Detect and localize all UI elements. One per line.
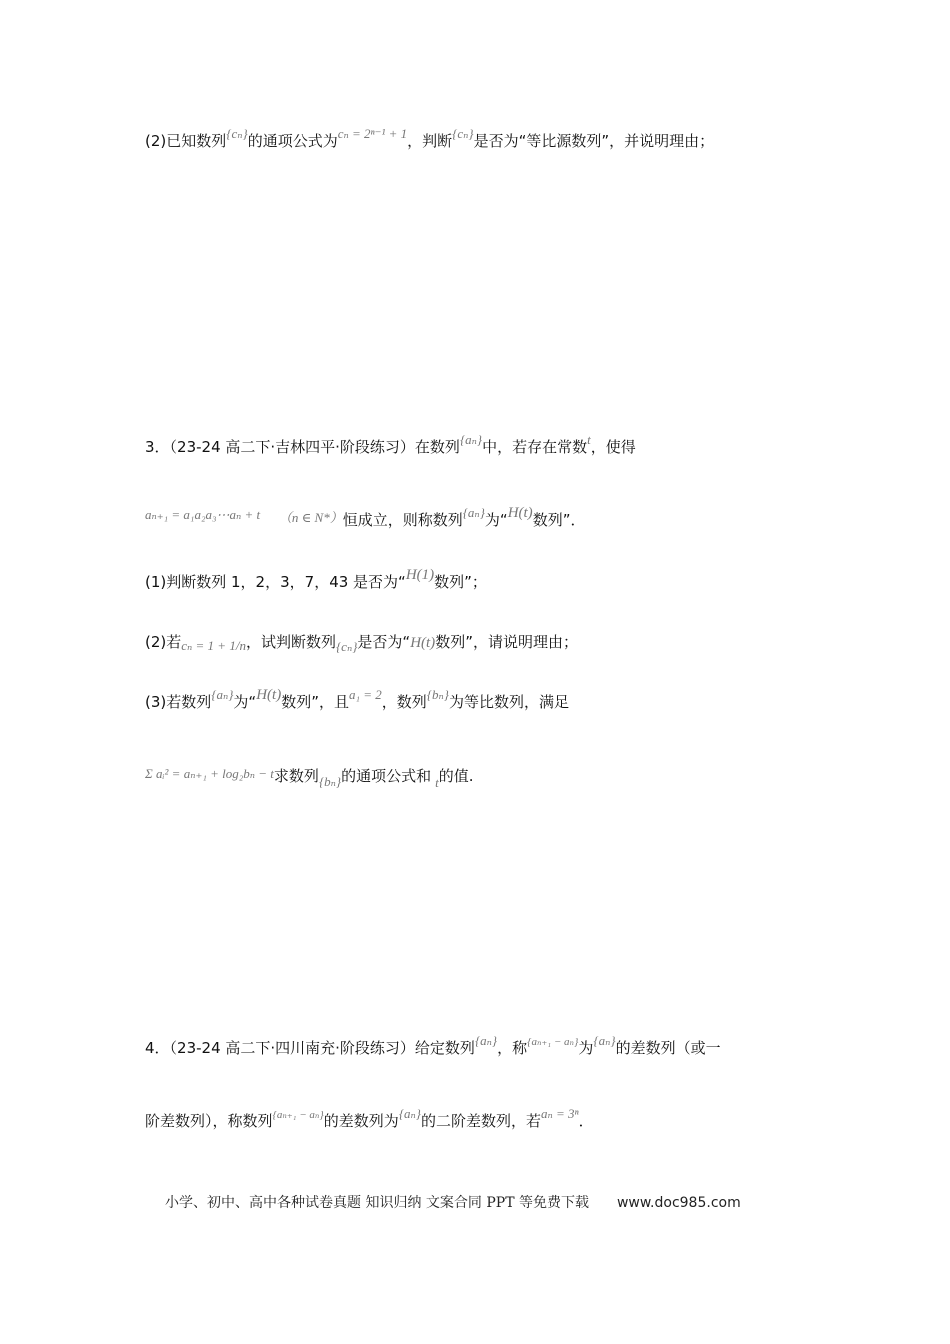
math-cn-fraction: cₙ = 1 + 1/n: [181, 638, 246, 653]
text: 为“: [233, 693, 257, 711]
math-Ht: H(t): [507, 505, 533, 521]
text: 的差数列（或一: [615, 1039, 721, 1057]
text: 的值.: [438, 767, 474, 785]
text: ，使得: [590, 438, 636, 456]
q2-part2-label: (2)已知数列: [145, 132, 227, 150]
math-seq-a: {aₙ}: [462, 505, 485, 520]
math-H1: H(1): [405, 567, 435, 583]
math-seq-a: {aₙ}: [459, 432, 483, 447]
math-Ht: H(t): [410, 635, 436, 651]
math-t: t: [435, 775, 439, 790]
q3-intro: 3．（23-24 高二下·吉林四平·阶段练习）在数列: [145, 438, 460, 456]
math-seq-c: {cₙ}: [452, 126, 474, 141]
text: 数列”．: [532, 511, 586, 529]
text: 中，若存在常数: [482, 438, 588, 456]
text: 恒成立，则称数列: [342, 511, 463, 529]
text: ．: [578, 1112, 594, 1130]
text: 的通项公式和: [341, 767, 432, 785]
math-seq-a: {aₙ}: [593, 1033, 616, 1048]
q3-part1-text: (1)判断数列 1，2，3，7，43 是否为“: [145, 573, 406, 591]
q3-part3-line2: [145, 766, 474, 790]
math-a1: a₁ = 2: [348, 687, 382, 702]
page-footer: [165, 1192, 741, 1212]
text: 的差数列为: [323, 1112, 399, 1130]
math-diff-seq: {aₙ₊₁ − aₙ}: [527, 1036, 579, 1048]
math-diff-seq: {aₙ₊₁ − aₙ}: [272, 1109, 324, 1121]
q3-part3-text: (3)若数列: [145, 693, 212, 711]
text: 为: [578, 1039, 594, 1057]
q3-stem-line1: [145, 432, 636, 458]
text: 为“: [484, 511, 508, 529]
text: ，称: [497, 1039, 528, 1057]
math-an-formula: aₙ = 3ⁿ: [541, 1106, 579, 1121]
text: 数列”；: [434, 573, 487, 591]
q2-part2: [145, 126, 715, 152]
math-domain: （n ∈ N*）: [278, 510, 343, 525]
math-cn-formula: cₙ = 2ⁿ⁻¹ + 1: [337, 126, 408, 141]
text: 是否为“: [357, 633, 411, 651]
text: 求数列: [273, 767, 319, 785]
math-recurrence: aₙ₊₁ = a₁a₂a₃⋯aₙ + t: [145, 507, 261, 522]
q4-stem-line2: [145, 1106, 594, 1133]
q3-part3: [145, 687, 569, 713]
math-seq-b: {bₙ}: [318, 774, 342, 789]
math-seq-a: {aₙ}: [398, 1106, 421, 1121]
text: 数列”，请说明理由；: [435, 633, 578, 651]
math-seq-a: {aₙ}: [474, 1033, 498, 1048]
math-t: t: [587, 432, 591, 447]
footer-text: 小学、初中、高中各种试卷真题 知识归纳 文案合同 PPT 等免费下载: [165, 1195, 589, 1211]
q3-stem-line2: [145, 505, 586, 531]
math-seq-c: {cₙ}: [226, 126, 248, 141]
text: ，判断: [407, 132, 453, 150]
text: 的通项公式为: [247, 132, 338, 150]
math-seq-c: {cₙ}: [335, 639, 358, 654]
text: 是否为“等比源数列”，并说明理由；: [473, 132, 715, 150]
q3-part2: [145, 632, 578, 653]
text: ，试判断数列: [245, 633, 336, 651]
text: ，数列: [381, 693, 427, 711]
footer-url[interactable]: www.doc985.com: [616, 1195, 741, 1211]
math-Ht: H(t): [256, 687, 282, 703]
math-sum-condition: Σ aᵢ² = aₙ₊₁ + log₂bₙ − t: [145, 766, 274, 781]
text: 为等比数列，满足: [448, 693, 569, 711]
q3-part1: [145, 567, 487, 593]
text: 阶差数列），称数列: [145, 1112, 273, 1130]
q3-part2-text: (2)若: [145, 633, 182, 651]
q4-stem-line1: [145, 1033, 721, 1060]
text: 的二阶差数列，若: [420, 1112, 541, 1130]
q4-intro: 4．（23-24 高二下·四川南充·阶段练习）给定数列: [145, 1039, 475, 1057]
text: 数列”，且: [281, 693, 349, 711]
math-seq-b: {bₙ}: [426, 687, 449, 702]
math-seq-a: {aₙ}: [211, 687, 234, 702]
